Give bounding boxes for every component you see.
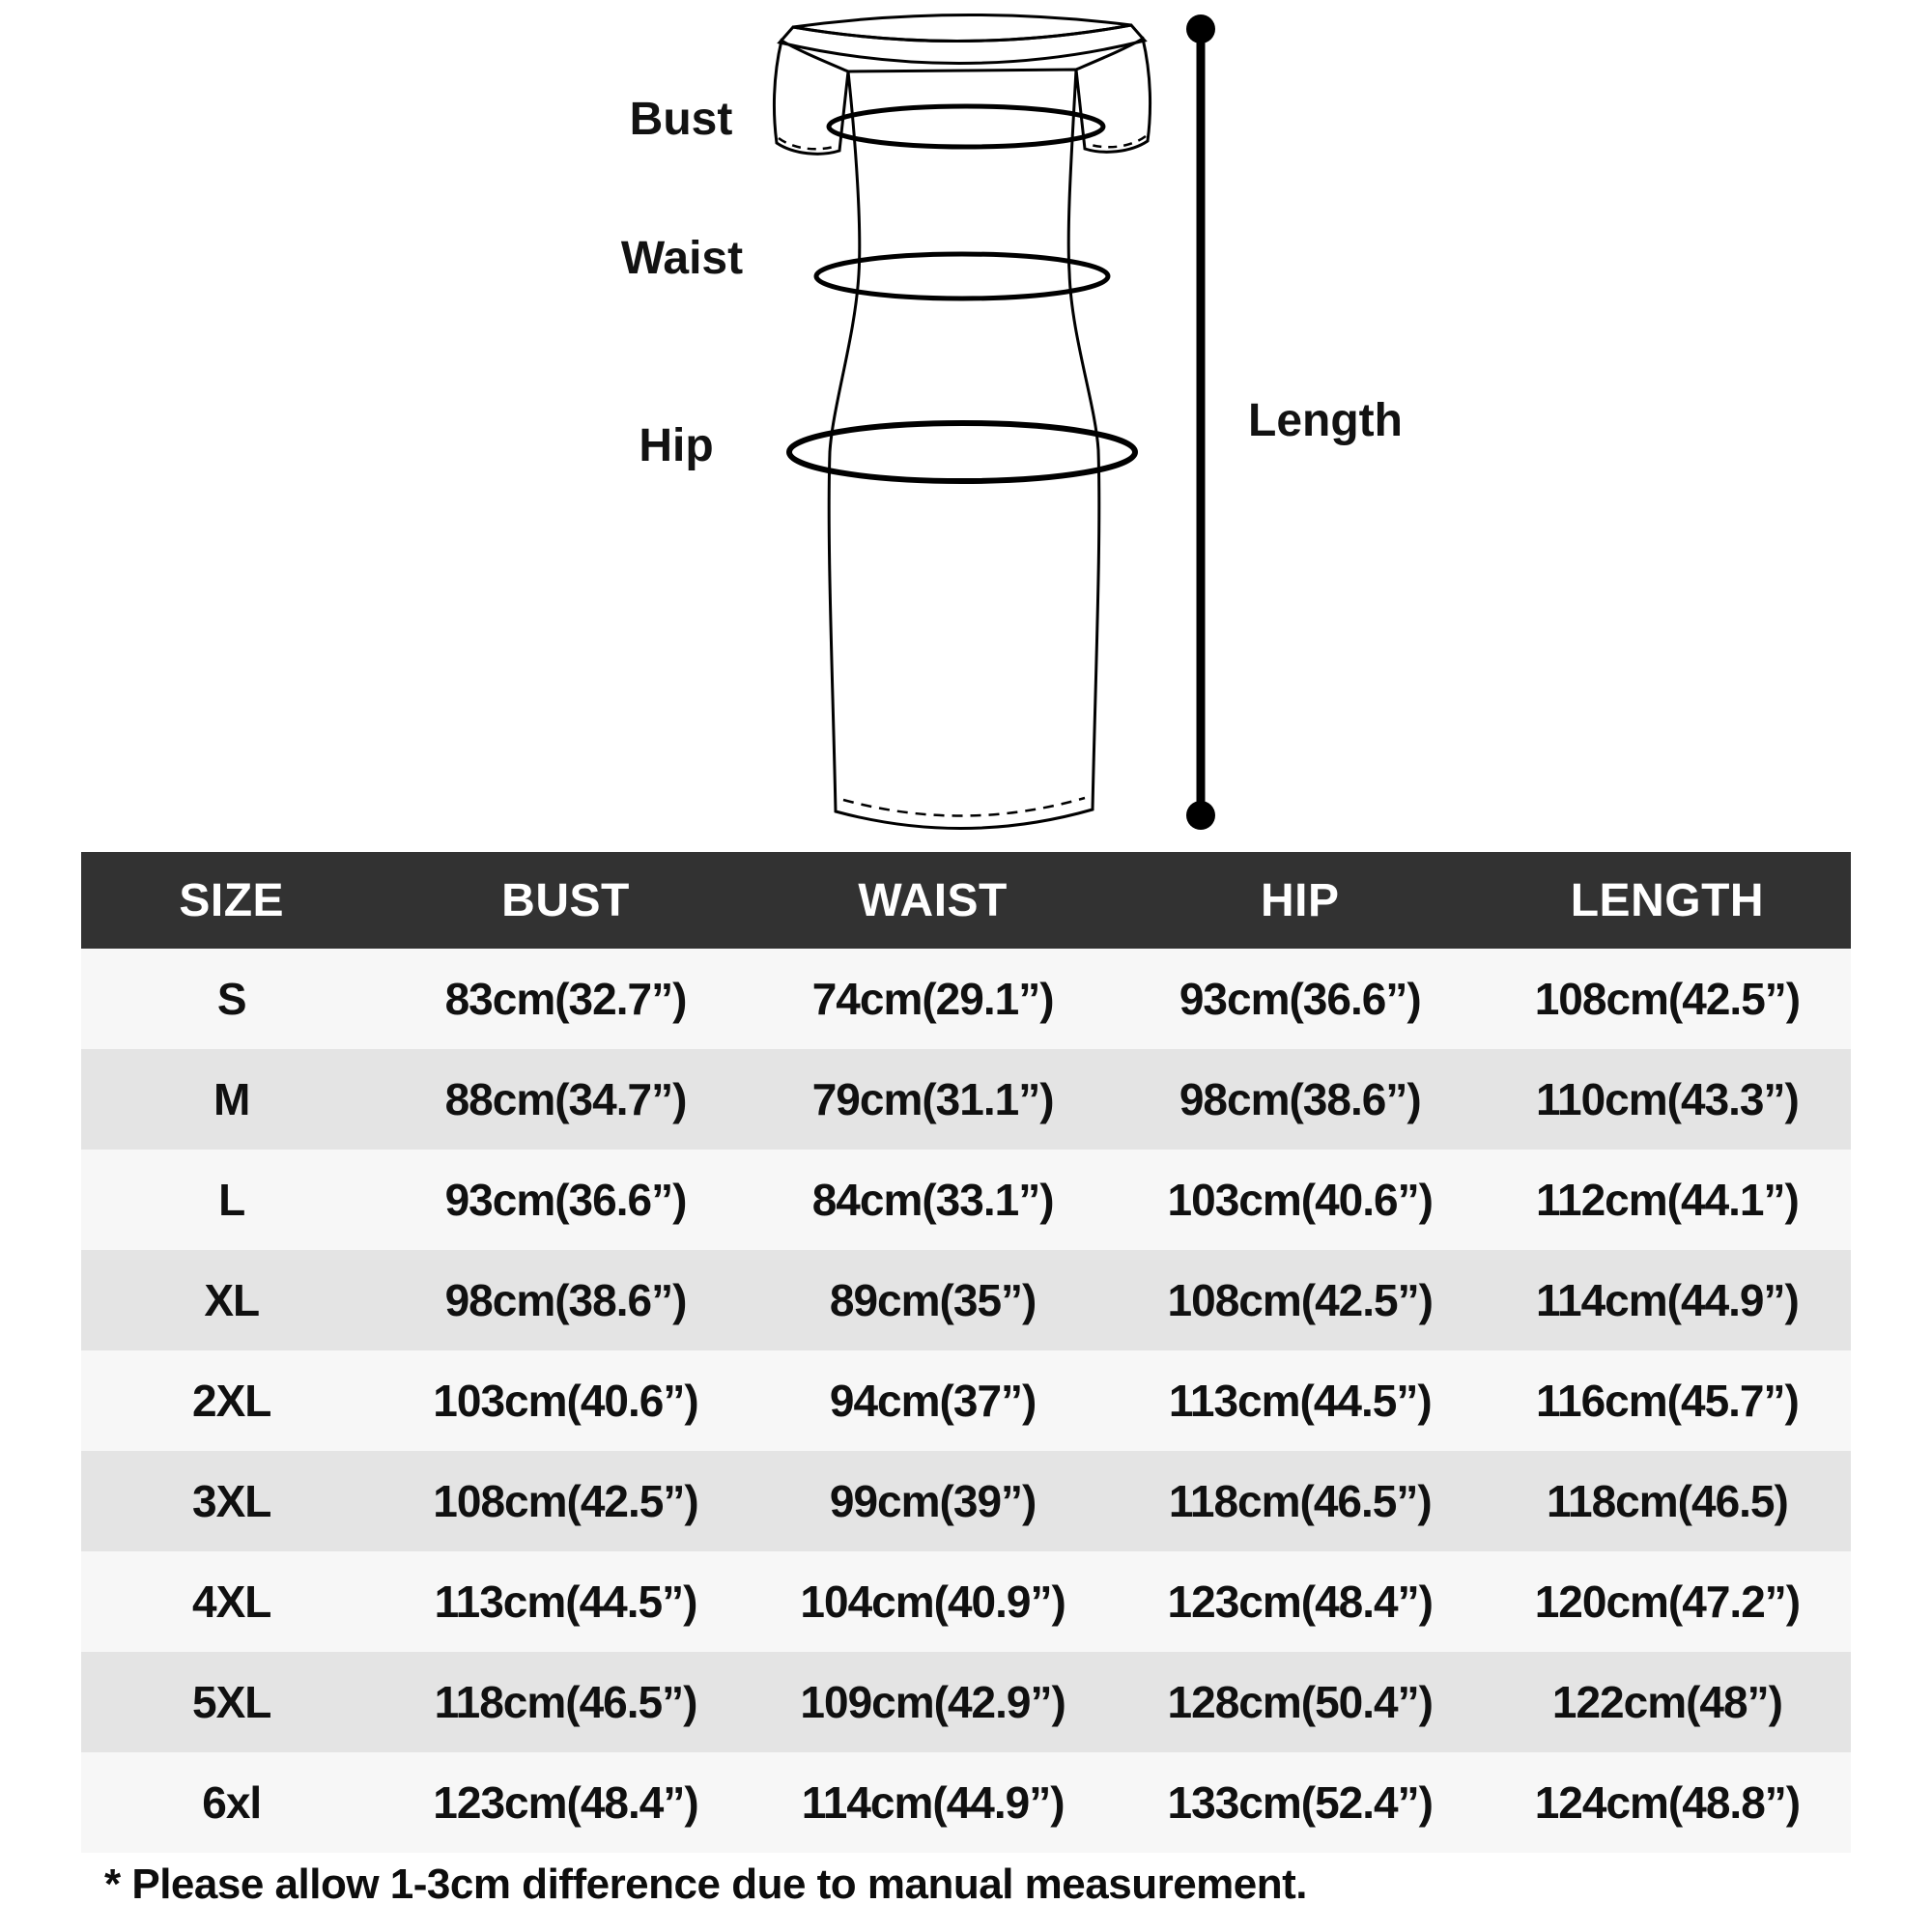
measurement-cell: 133cm(52.4”) xyxy=(1167,1777,1433,1828)
measurement-cell: 112cm(44.1”) xyxy=(1535,1175,1799,1225)
measurement-cell: 110cm(43.3”) xyxy=(1535,1074,1799,1124)
measurement-cell: 93cm(36.6”) xyxy=(444,1175,687,1225)
size-cell: L xyxy=(218,1175,245,1225)
size-table xyxy=(81,852,1851,1853)
measurement-cell: 79cm(31.1”) xyxy=(811,1074,1054,1124)
measurement-cell: 124cm(48.8”) xyxy=(1534,1777,1801,1828)
table-row xyxy=(81,1250,1851,1350)
measurement-cell: 120cm(47.2”) xyxy=(1534,1577,1801,1627)
column-header: SIZE xyxy=(179,874,285,926)
measurement-cell: 93cm(36.6”) xyxy=(1179,974,1421,1024)
measurement-cell: 84cm(33.1”) xyxy=(811,1175,1054,1225)
column-header: LENGTH xyxy=(1570,874,1765,926)
table-row xyxy=(81,1049,1851,1150)
table-row xyxy=(81,949,1851,1049)
table-row xyxy=(81,1551,1851,1652)
table-row xyxy=(81,1350,1851,1451)
size-cell: S xyxy=(216,974,246,1024)
measurement-cell: 89cm(35”) xyxy=(829,1275,1037,1325)
size-cell: 6xl xyxy=(202,1777,262,1828)
size-cell: 5XL xyxy=(192,1677,271,1727)
measurement-cell: 103cm(40.6”) xyxy=(433,1376,698,1426)
measurement-cell: 114cm(44.9”) xyxy=(1535,1275,1799,1325)
dress-diagram xyxy=(676,0,1275,850)
hip-label: Hip xyxy=(639,420,714,471)
measurement-cell: 109cm(42.9”) xyxy=(800,1677,1065,1727)
measurement-cell: 118cm(46.5”) xyxy=(1168,1476,1432,1526)
table-row xyxy=(81,1652,1851,1752)
measurement-cell: 108cm(42.5”) xyxy=(1167,1275,1433,1325)
size-cell: 4XL xyxy=(192,1577,271,1627)
neck-opening xyxy=(793,14,1131,41)
measurement-cell: 113cm(44.5”) xyxy=(1168,1376,1432,1426)
measurement-cell: 94cm(37”) xyxy=(829,1376,1037,1426)
measurement-cell: 108cm(42.5”) xyxy=(433,1476,698,1526)
measurement-cell: 123cm(48.4”) xyxy=(1167,1577,1433,1627)
column-header: WAIST xyxy=(858,874,1008,926)
measurement-cell: 99cm(39”) xyxy=(829,1476,1037,1526)
size-cell: 2XL xyxy=(192,1376,271,1426)
measurement-cell: 123cm(48.4”) xyxy=(433,1777,698,1828)
table-row xyxy=(81,1451,1851,1551)
measurement-cell: 98cm(38.6”) xyxy=(444,1275,687,1325)
waist-label: Waist xyxy=(620,233,744,284)
measurement-cell: 74cm(29.1”) xyxy=(811,974,1054,1024)
size-table-body xyxy=(81,949,1851,1853)
measurement-cell: 114cm(44.9”) xyxy=(801,1777,1065,1828)
measurement-cell: 103cm(40.6”) xyxy=(1167,1175,1433,1225)
left-sleeve xyxy=(774,41,848,154)
size-table-header-row xyxy=(81,852,1851,949)
size-cell: 3XL xyxy=(192,1476,271,1526)
measurement-cell: 128cm(50.4”) xyxy=(1167,1677,1433,1727)
length-measure-line xyxy=(1186,14,1215,830)
table-row xyxy=(81,1150,1851,1250)
column-header: BUST xyxy=(501,874,630,926)
measurement-cell: 104cm(40.9”) xyxy=(800,1577,1065,1627)
measurement-cell: 113cm(44.5”) xyxy=(434,1577,697,1627)
dress-body-outline xyxy=(829,70,1099,829)
measurement-cell: 108cm(42.5”) xyxy=(1534,974,1801,1024)
hip-measure-ellipse xyxy=(789,423,1135,481)
measurement-cell: 116cm(45.7”) xyxy=(1535,1376,1799,1426)
measurement-cell: 83cm(32.7”) xyxy=(444,974,687,1024)
length-label: Length xyxy=(1248,395,1403,446)
hem-stitch xyxy=(843,798,1085,816)
measurement-cell: 88cm(34.7”) xyxy=(444,1074,687,1124)
size-cell: XL xyxy=(204,1275,260,1325)
column-header: HIP xyxy=(1260,874,1340,926)
measurement-cell: 118cm(46.5”) xyxy=(434,1677,697,1727)
footnote: * Please allow 1-3cm difference due to manual measurement. xyxy=(104,1861,1308,1908)
size-cell: M xyxy=(213,1074,250,1124)
measurement-cell: 98cm(38.6”) xyxy=(1179,1074,1421,1124)
measurement-cell: 118cm(46.5) xyxy=(1546,1476,1788,1526)
bust-label: Bust xyxy=(629,94,733,145)
table-row xyxy=(81,1752,1851,1853)
measurement-cell: 122cm(48”) xyxy=(1551,1677,1782,1727)
bust-measure-ellipse xyxy=(829,106,1103,147)
